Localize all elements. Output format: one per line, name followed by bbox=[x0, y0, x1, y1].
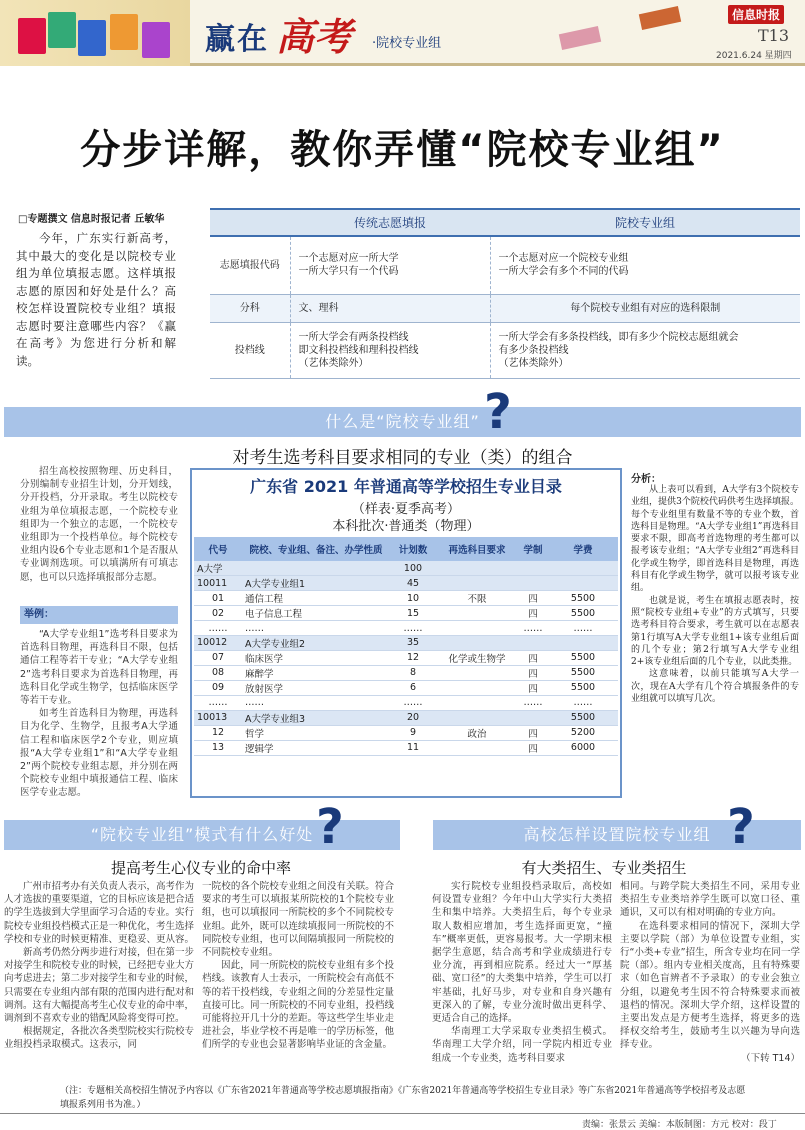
paragraph: 因此，同一所院校的院校专业组有多个投档线。该教育人士表示，一所院校会有高低不等的若干投档线，专业组之间的分差显性定量直接可比。同一所院校的不同专业组，投档线可能将拉开几十分的差距。等这些学生毕业走进社会，毕业学校不再是唯一的学历标签，他们所学的专业也会显著影响毕业证的含金量。 bbox=[202, 960, 394, 1051]
question-mark-icon: ? bbox=[484, 384, 512, 440]
table-cell: 10 bbox=[390, 591, 436, 606]
table-header-row bbox=[210, 210, 800, 236]
table-cell: 每个院校专业组有对应的选科限制 bbox=[490, 294, 800, 322]
table-cell: 07 bbox=[194, 650, 242, 665]
table-header: 学费 bbox=[548, 537, 618, 561]
example-paragraph: “A大学专业组1”选考科目要求为首选科目物理，再选科目不限，包括通信工程等若干专业；“A大学专业组2”选考科目要求为首选科目物理，再选科目化学或生物学，包括临床医学等若干专业。 bbox=[20, 629, 178, 707]
graduation-cap-icon bbox=[639, 6, 681, 30]
table-cell bbox=[436, 740, 518, 755]
table-cell: 化学或生物学 bbox=[436, 650, 518, 665]
table-cell bbox=[436, 710, 518, 725]
table-cell: …… bbox=[548, 621, 618, 636]
section-title: “院校专业组”模式有什么好处 bbox=[90, 825, 314, 844]
table-cell: 13 bbox=[194, 740, 242, 755]
table-cell: 5500 bbox=[548, 665, 618, 680]
table-cell: …… bbox=[518, 695, 548, 710]
table-cell: …… bbox=[548, 695, 618, 710]
table-cell: 5200 bbox=[548, 725, 618, 740]
catalog-title: 广东省 2021 年普通高等学校招生专业目录 bbox=[250, 477, 562, 496]
byline: □专题撰文 信息时报记者 丘敏华 bbox=[18, 214, 165, 225]
table-header bbox=[210, 210, 290, 236]
table-cell: A大学 bbox=[194, 561, 242, 576]
table-cell: 6000 bbox=[548, 740, 618, 755]
paragraph: 在选科要求相同的情况下，深圳大学主要以学院（部）为单位设置专业组，实行“小类+专业”招生，所含专业均在同一学院（部）。组内专业相关度高，且有特殊要求（如色盲辨者不予录取）的专业会独立分组，以避免考生因不符合特殊要求而被退档的情况。深圳大学介绍，这样设置的主要出发点是方便考生选择，将更多的选择权交给考生，鼓励考生以兴趣为导向选择专业。 bbox=[620, 920, 800, 1051]
section-subtitle: 提高考生心仪专业的命中率 bbox=[110, 859, 291, 877]
paragraph: 相同。与跨学院大类招生不同，采用专业类招生专业类培养学生既可以宽口径、重通识，又可以有相对明确的专业方向。 bbox=[620, 881, 800, 919]
issue-date: 2021.6.24 星期四 bbox=[716, 51, 792, 61]
row-label: 分科 bbox=[210, 294, 290, 322]
table-row bbox=[210, 236, 800, 294]
table-cell bbox=[436, 606, 518, 621]
table-cell: A大学专业组2 bbox=[242, 635, 390, 650]
table-cell: 电子信息工程 bbox=[242, 606, 390, 621]
table-cell: 02 bbox=[194, 606, 242, 621]
row-label: 投档线 bbox=[210, 322, 290, 378]
section-title: 什么是“院校专业组” bbox=[325, 412, 480, 431]
comparison-table bbox=[210, 210, 800, 379]
table-row bbox=[194, 576, 618, 591]
table-row bbox=[194, 635, 618, 650]
table-cell: 临床医学 bbox=[242, 650, 390, 665]
table-cell: 6 bbox=[390, 680, 436, 695]
table-header: 计划数 bbox=[390, 537, 436, 561]
table-cell: 5500 bbox=[548, 680, 618, 695]
table-cell: 四 bbox=[518, 725, 548, 740]
catalog-subtitle: （样表·夏季高考） bbox=[351, 502, 461, 517]
table-cell: 放射医学 bbox=[242, 680, 390, 695]
table-cell: 逻辑学 bbox=[242, 740, 390, 755]
table-cell: 09 bbox=[194, 680, 242, 695]
table-cell: 哲学 bbox=[242, 725, 390, 740]
column-title-gaokao: 高考 bbox=[276, 14, 353, 59]
question-mark-icon: ? bbox=[727, 799, 755, 855]
table-row bbox=[194, 740, 618, 755]
table-cell bbox=[436, 576, 518, 591]
catalog-table bbox=[194, 537, 618, 756]
section-subtitle: 有大类招生、专业类招生 bbox=[521, 859, 687, 877]
page-number: T13 bbox=[758, 26, 790, 45]
analysis-paragraph: 也就是说，考生在填报志愿表时，按照“院校专业组+专业”的方式填写，只要选考科目符合要求，考生就可以在志愿表第1行填写A大学专业组1+该专业组后面的几个专业；第2行填写A大学专业组2+该专业组后面的几个专业，以此类推。 bbox=[631, 595, 799, 668]
text-column bbox=[432, 880, 612, 1065]
section-body: 招生高校按照物理、历史科目，分别编制专业招生计划，分开划线，分开投档，分开录取。考生以院校专业组为单位填报志愿，一个院校专业组即为一个独立的志愿，一个院校专业组即为一个投档单位。每个院校专业组内设6个专业志愿和1个是否服从专业调剂选项。可以填满所有可填志愿，也可以只选择填报部分志愿。 bbox=[20, 466, 178, 583]
table-cell: 12 bbox=[194, 725, 242, 740]
table-cell: 08 bbox=[194, 665, 242, 680]
table-row bbox=[194, 710, 618, 725]
table-cell: …… bbox=[194, 695, 242, 710]
footer-rule bbox=[0, 1113, 805, 1114]
table-header: 院校、专业组、备注、办学性质 bbox=[242, 537, 390, 561]
books-illustration bbox=[0, 0, 190, 66]
table-cell bbox=[518, 710, 548, 725]
table-cell: 01 bbox=[194, 591, 242, 606]
text-column bbox=[202, 880, 394, 1052]
analysis-body bbox=[631, 484, 799, 705]
table-row bbox=[194, 650, 618, 665]
page-title: 分步详解，教你弄懂“院校专业组” bbox=[80, 127, 725, 173]
table-cell: 文、理科 bbox=[290, 294, 490, 322]
table-row bbox=[194, 606, 618, 621]
ribbon-icon bbox=[559, 26, 601, 50]
table-cell bbox=[242, 561, 390, 576]
section-bar bbox=[4, 407, 801, 437]
table-cell bbox=[548, 561, 618, 576]
table-cell: 政治 bbox=[436, 725, 518, 740]
table-row bbox=[194, 591, 618, 606]
table-cell: 15 bbox=[390, 606, 436, 621]
table-cell: 一所大学会有两条投档线 即文科投档线和理科投档线 （艺体类除外） bbox=[290, 322, 490, 378]
table-cell: 四 bbox=[518, 591, 548, 606]
table-cell bbox=[436, 561, 518, 576]
table-header: 学制 bbox=[518, 537, 548, 561]
table-header: 传统志愿填报 bbox=[290, 210, 490, 236]
table-cell: 9 bbox=[390, 725, 436, 740]
example-body bbox=[20, 628, 178, 800]
table-cell: …… bbox=[518, 621, 548, 636]
analysis-paragraph: 这意味着，以前只能填写A大学一次，现在A大学有几个符合填报条件的专业组就可以填写几次。 bbox=[631, 669, 799, 705]
table-cell: 一个志愿对应一个院校专业组 一所大学会有多个不同的代码 bbox=[490, 236, 800, 294]
table-row bbox=[194, 665, 618, 680]
table-row bbox=[210, 294, 800, 322]
table-row bbox=[194, 695, 618, 710]
table-cell: 不限 bbox=[436, 591, 518, 606]
example-paragraph: 如考生首选科目为物理，再选科目为化学、生物学，且报考A大学通信工程和临床医学2个专业，则应填报“A大学专业组1”和“A大学专业组2”两个院校专业组志愿，并分别在两个院校专业组中填报通信工程、临床医学专业志愿。 bbox=[20, 708, 178, 799]
brand-logo: 信息时报 bbox=[728, 5, 784, 24]
example-tag: 举例： bbox=[20, 606, 178, 624]
table-cell bbox=[436, 621, 518, 636]
table-cell: 四 bbox=[518, 680, 548, 695]
paragraph: 华南理工大学采取专业类招生模式。华南理工大学介绍，同一学院内相近专业组成一个专业类，选考科目要求 bbox=[432, 1026, 612, 1064]
question-mark-icon: ? bbox=[316, 799, 344, 855]
table-header: 再选科目要求 bbox=[436, 537, 518, 561]
table-cell bbox=[518, 635, 548, 650]
table-cell bbox=[436, 680, 518, 695]
table-cell: 12 bbox=[390, 650, 436, 665]
paragraph: 新高考仍然分两步进行对接，但在第一步对接学生和院校专业的时候，已经把专业大方向考虑进去；第二步对接学生和专业的时候，只需要在专业组内部有限的范围内进行配对和调剂。这有大幅提高考生心仪专业的命中率，调剂到不喜欢专业的错配风险将变得可控。 bbox=[4, 947, 195, 1025]
table-cell: 35 bbox=[390, 635, 436, 650]
table-cell: 一个志愿对应一所大学 一所大学只有一个代码 bbox=[290, 236, 490, 294]
catalog-subtitle: 本科批次·普通类（物理） bbox=[332, 519, 480, 534]
table-cell bbox=[548, 635, 618, 650]
column-subtitle: ·院校专业组 bbox=[372, 36, 442, 51]
continued-note: （下转 T14） bbox=[741, 1052, 800, 1064]
table-cell bbox=[518, 576, 548, 591]
table-cell: …… bbox=[390, 695, 436, 710]
analysis-paragraph: 从上表可以看到，A大学有3个院校专业组，提供3个院校代码供考生选择填报。每个专业组里有数量不等的专业个数，首选科目是物理。“A大学专业组1”再选科目要求不限，即高考首选物理的考生都可以报考该专业组；“A大学专业组2”再选科目化学或生物学，即首选科目是物理，再选科目有化学或生物学，就可以报考该专业组。 bbox=[631, 485, 799, 594]
table-cell: A大学专业组3 bbox=[242, 710, 390, 725]
table-cell: 10012 bbox=[194, 635, 242, 650]
table-cell: …… bbox=[194, 621, 242, 636]
table-row bbox=[194, 680, 618, 695]
table-cell: 100 bbox=[390, 561, 436, 576]
table-cell: A大学专业组1 bbox=[242, 576, 390, 591]
table-cell: 11 bbox=[390, 740, 436, 755]
table-cell: 四 bbox=[518, 606, 548, 621]
table-cell: 通信工程 bbox=[242, 591, 390, 606]
table-row bbox=[194, 621, 618, 636]
paragraph: 广州市招考办有关负责人表示，高考作为人才选拔的重要渠道，它的目标应该是把合适的学生选拔到大学里面学习合适的专业。实行院校专业组投档模式正是一种优化，考生选择学校和专业的时候更精准、更稳妥、更从容。 bbox=[4, 881, 195, 945]
table-cell: 四 bbox=[518, 650, 548, 665]
paragraph: 根据规定，各批次各类型院校实行院校专业组投档录取模式。这表示，同 bbox=[4, 1026, 195, 1051]
table-header: 代号 bbox=[194, 537, 242, 561]
analysis-title: 分析： bbox=[631, 474, 661, 485]
footnote: （注：专题相关高校招生情况予内容以《广东省2021年普通高等学校志愿填报指南》《广东省2021年普通高等学校招生专业目录》等广东省2021年普通高等学校招考及志愿填报系列用书为准。） bbox=[60, 1086, 746, 1110]
table-cell bbox=[436, 695, 518, 710]
table-cell: 10013 bbox=[194, 710, 242, 725]
text-column bbox=[4, 880, 194, 1052]
section-title: 高校怎样设置院校专业组 bbox=[523, 825, 711, 844]
text-column bbox=[620, 880, 800, 1065]
row-label: 志愿填报代码 bbox=[210, 236, 290, 294]
table-cell: 四 bbox=[518, 665, 548, 680]
table-cell bbox=[548, 576, 618, 591]
column-title: 赢在 bbox=[205, 22, 269, 57]
table-cell bbox=[518, 561, 548, 576]
table-row bbox=[210, 322, 800, 378]
table-cell: 5500 bbox=[548, 591, 618, 606]
paragraph: 一院校的各个院校专业组之间没有关联。符合要求的考生可以填报某所院校的1个院校专业组，也可以填报同一所院校的多个不同院校专业组。此外，既可以连续填报同一所院校的不同院校专业组，也可以间隔填报同一所院校的不同院校专业组。 bbox=[202, 881, 394, 959]
table-cell: 四 bbox=[518, 740, 548, 755]
paragraph: 实行院校专业组投档录取后，高校如何设置专业组？今年中山大学实行大类招生和集中培养。大类招生后，每个专业录取人数相应增加，考生选择面更宽，“撞车”概率更低，更容易报考。大一学期末根据学生意愿，结合高考和学业成绩进行专业分流，再到相应院系。经过大一“厚基础、宽口径”的大类集中培养，学生可以打牢基础，扎好马步，对专业和自身兴趣有更深入的了解，专业分流时做出更科学、更适合自己的选择。 bbox=[432, 881, 612, 1025]
table-cell bbox=[436, 635, 518, 650]
table-cell: 麻醉学 bbox=[242, 665, 390, 680]
table-row bbox=[194, 725, 618, 740]
table-cell: …… bbox=[242, 621, 390, 636]
table-cell: 5500 bbox=[548, 606, 618, 621]
table-row bbox=[194, 561, 618, 576]
table-cell: …… bbox=[390, 621, 436, 636]
intro-paragraph: 今年，广东实行新高考，其中最大的变化是以院校专业组为单位填报志愿。这样填报志愿的原因和好处是什么？高校怎样设置院校专业组？填报志愿时要注意哪些内容？《赢在高考》为您进行分析和解读。 bbox=[16, 231, 176, 368]
table-cell: 10011 bbox=[194, 576, 242, 591]
table-cell bbox=[436, 665, 518, 680]
table-cell: 5500 bbox=[548, 710, 618, 725]
table-cell: 8 bbox=[390, 665, 436, 680]
table-cell: …… bbox=[242, 695, 390, 710]
table-cell: 20 bbox=[390, 710, 436, 725]
table-cell: 5500 bbox=[548, 650, 618, 665]
table-cell: 45 bbox=[390, 576, 436, 591]
table-header: 院校专业组 bbox=[490, 210, 800, 236]
table-header-row bbox=[194, 537, 618, 561]
table-cell: 一所大学会有多条投档线，即有多少个院校志愿组就会 有多少条投档线 （艺体类除外） bbox=[490, 322, 800, 378]
editor-credit: 责编：张景云 美编：本版制图：方元 校对：段丁 bbox=[582, 1120, 777, 1130]
section-subtitle: 对考生选考科目要求相同的专业（类）的组合 bbox=[232, 448, 573, 468]
